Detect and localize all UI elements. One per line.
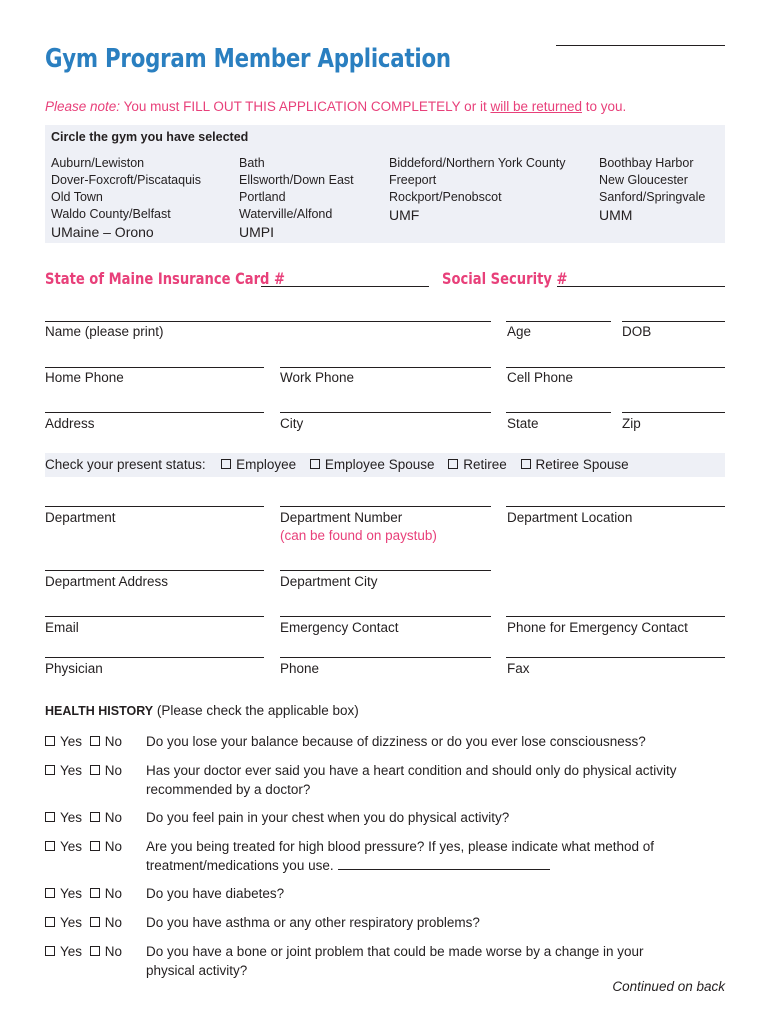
no-checkbox[interactable] (90, 736, 100, 746)
status-label: Check your present status: (45, 457, 206, 472)
no-label: No (104, 839, 123, 854)
status-retiree-spouse-checkbox[interactable] (521, 459, 531, 469)
yes-label: Yes (60, 763, 83, 778)
department-city-input[interactable] (280, 570, 491, 571)
gym-option[interactable]: Ellsworth/Down East (239, 173, 354, 187)
health-question: Do you have a bone or joint problem that could be made worse by a change in your physical activity? (146, 944, 644, 978)
insurance-card-input[interactable] (261, 286, 429, 287)
gym-option[interactable]: UMF (389, 207, 420, 223)
no-checkbox[interactable] (90, 841, 100, 851)
yes-checkbox[interactable] (45, 736, 55, 746)
department-location-label: Department Location (507, 510, 633, 525)
no-label: No (104, 886, 123, 901)
yes-label: Yes (60, 915, 83, 930)
gym-option[interactable]: UMM (599, 207, 633, 223)
gym-option[interactable]: Waldo County/Belfast (51, 207, 171, 221)
continued-note: Continued on back (612, 979, 725, 994)
physician-fax-label: Fax (507, 661, 530, 676)
yes-label: Yes (60, 734, 83, 749)
address-label: Address (45, 416, 95, 431)
no-label: No (104, 810, 123, 825)
yes-checkbox[interactable] (45, 765, 55, 775)
note-prefix: Please note: (45, 99, 121, 114)
status-retiree-spouse-label: Retiree Spouse (535, 457, 629, 472)
address-input[interactable] (45, 412, 264, 413)
dob-label: DOB (622, 324, 652, 339)
note-text-2: to you. (582, 99, 627, 114)
gym-option[interactable]: Bath (239, 156, 265, 170)
yes-checkbox[interactable] (45, 812, 55, 822)
name-label: Name (please print) (45, 324, 164, 339)
gym-option[interactable]: Rockport/Penobscot (389, 190, 502, 204)
physician-phone-input[interactable] (280, 657, 491, 658)
status-retiree-label: Retiree (463, 457, 507, 472)
yes-label: Yes (60, 886, 83, 901)
no-label: No (104, 915, 123, 930)
yes-checkbox[interactable] (45, 946, 55, 956)
gym-column-4 (599, 155, 705, 224)
insurance-card-label: State of Maine Insurance Card # (45, 269, 286, 288)
yes-label: Yes (60, 944, 83, 959)
status-retiree-checkbox[interactable] (448, 459, 458, 469)
no-checkbox[interactable] (90, 946, 100, 956)
gym-option[interactable]: New Gloucester (599, 173, 688, 187)
gym-option[interactable]: Sanford/Springvale (599, 190, 706, 204)
name-input[interactable] (45, 321, 491, 322)
no-checkbox[interactable] (90, 812, 100, 822)
department-number-input[interactable] (280, 506, 491, 507)
state-label: State (507, 416, 539, 431)
department-label: Department (45, 510, 116, 525)
health-q6-answers (45, 913, 122, 932)
completion-note (45, 99, 626, 114)
gym-option[interactable]: UMaine – Orono (51, 224, 154, 240)
health-question: Has your doctor ever said you have a heart condition and should only do physical activity recommended by a doctor? (146, 763, 677, 797)
gym-column-1 (51, 155, 201, 241)
zip-label: Zip (622, 416, 641, 431)
ssn-input[interactable] (557, 286, 725, 287)
state-input[interactable] (506, 412, 611, 413)
gym-option[interactable]: Waterville/Alfond (239, 207, 333, 221)
yes-checkbox[interactable] (45, 917, 55, 927)
treatment-input[interactable] (338, 869, 550, 870)
physician-phone-label: Phone (280, 661, 320, 676)
work-phone-input[interactable] (280, 367, 491, 368)
yes-checkbox[interactable] (45, 841, 55, 851)
no-checkbox[interactable] (90, 917, 100, 927)
physician-fax-input[interactable] (506, 657, 725, 658)
health-question: Do you have diabetes? (146, 886, 285, 901)
no-label: No (104, 944, 123, 959)
zip-input[interactable] (622, 412, 725, 413)
note-underlined: will be returned (490, 99, 582, 114)
emergency-contact-input[interactable] (280, 616, 491, 617)
health-q5-answers (45, 884, 122, 903)
department-address-input[interactable] (45, 570, 264, 571)
health-q1-answers (45, 732, 122, 751)
status-row (45, 457, 629, 472)
department-number-label: Department Number (280, 510, 403, 525)
gym-option[interactable]: Boothbay Harbor (599, 156, 694, 170)
cell-phone-input[interactable] (506, 367, 725, 368)
gym-heading: Circle the gym you have selected (51, 130, 249, 144)
department-address-label: Department Address (45, 574, 169, 589)
health-instruction: (Please check the applicable box) (153, 703, 359, 718)
ssn-label: Social Security # (442, 269, 568, 288)
dob-input[interactable] (622, 321, 725, 322)
home-phone-input[interactable] (45, 367, 264, 368)
city-label: City (280, 416, 304, 431)
health-q3-answers (45, 808, 122, 827)
yes-label: Yes (60, 839, 83, 854)
gym-option[interactable]: UMPI (239, 224, 274, 240)
gym-column-3 (389, 155, 566, 224)
gym-option[interactable]: Old Town (51, 190, 103, 204)
age-label: Age (507, 324, 532, 339)
emergency-phone-label: Phone for Emergency Contact (507, 620, 688, 635)
home-phone-label: Home Phone (45, 370, 124, 385)
department-input[interactable] (45, 506, 264, 507)
age-input[interactable] (506, 321, 611, 322)
gym-option[interactable]: Freeport (389, 173, 437, 187)
department-location-input[interactable] (506, 506, 725, 507)
yes-checkbox[interactable] (45, 888, 55, 898)
health-question: Do you lose your balance because of dizziness or do you ever lose consciousness? (146, 734, 646, 749)
physician-label: Physician (45, 661, 103, 676)
gym-option[interactable]: Auburn/Lewiston (51, 156, 145, 170)
city-input[interactable] (280, 412, 491, 413)
cell-phone-label: Cell Phone (507, 370, 574, 385)
health-question: Do you feel pain in your chest when you do physical activity? (146, 810, 510, 825)
gym-column-2 (239, 155, 354, 241)
no-label: No (104, 763, 123, 778)
health-q4-answers (45, 837, 122, 856)
email-input[interactable] (45, 616, 264, 617)
page-title: Gym Program Member Application (45, 44, 451, 74)
status-employee-checkbox[interactable] (221, 459, 231, 469)
status-employee-spouse-label: Employee Spouse (324, 457, 435, 472)
physician-input[interactable] (45, 657, 264, 658)
no-checkbox[interactable] (90, 888, 100, 898)
top-right-line (556, 45, 725, 46)
email-label: Email (45, 620, 79, 635)
health-q2-answers (45, 761, 122, 780)
gym-option[interactable]: Portland (239, 190, 286, 204)
gym-option[interactable]: Biddeford/Northern York County (389, 156, 566, 170)
health-q7-answers (45, 942, 122, 961)
health-heading: HEALTH HISTORY (45, 704, 154, 718)
health-history-heading (45, 703, 359, 718)
department-city-label: Department City (280, 574, 378, 589)
gym-option[interactable]: Dover-Foxcroft/Piscataquis (51, 173, 202, 187)
note-text-1: You must FILL OUT THIS APPLICATION COMPLETELY or it (120, 99, 491, 114)
department-number-hint: (can be found on paystub) (280, 528, 437, 543)
health-question: Do you have asthma or any other respiratory problems? (146, 915, 480, 930)
emergency-phone-input[interactable] (506, 616, 725, 617)
emergency-contact-label: Emergency Contact (280, 620, 399, 635)
no-label: No (104, 734, 123, 749)
health-question: Are you being treated for high blood pressure? If yes, please indicate what method of treatment/medications you use. (146, 839, 655, 873)
work-phone-label: Work Phone (280, 370, 355, 385)
status-employee-label: Employee (236, 457, 297, 472)
no-checkbox[interactable] (90, 765, 100, 775)
yes-label: Yes (60, 810, 83, 825)
status-employee-spouse-checkbox[interactable] (310, 459, 320, 469)
